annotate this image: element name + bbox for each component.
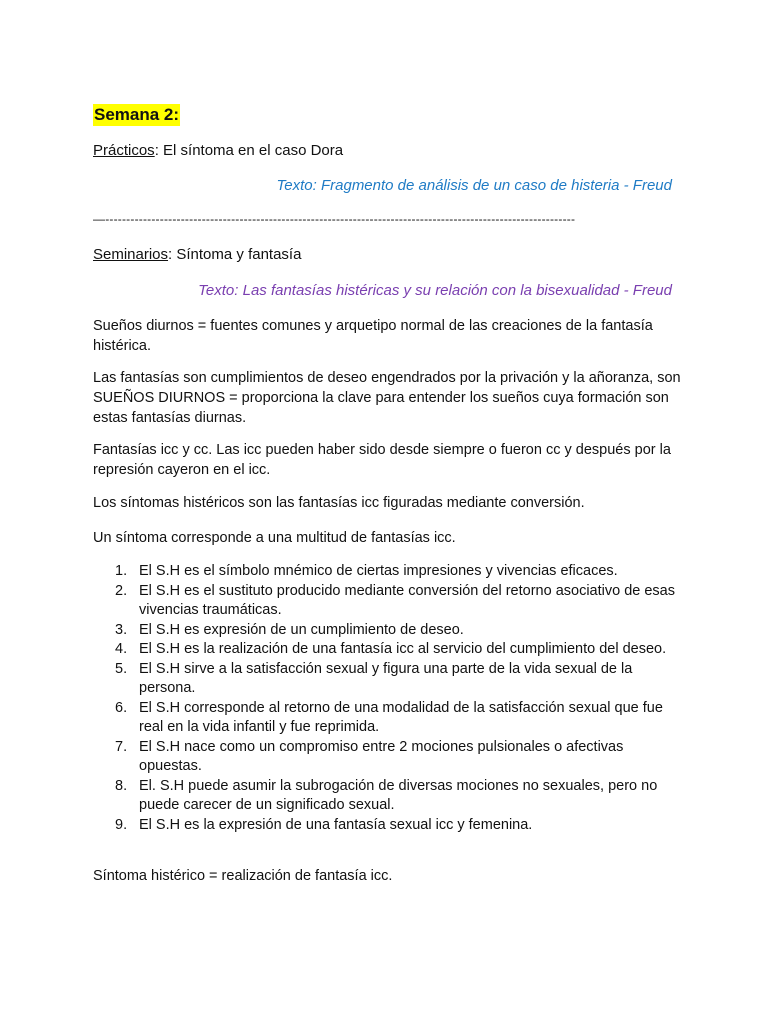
practicos-label: Prácticos [93,142,155,159]
conclusion-paragraph: Síntoma histérico = realización de fantasía icc. [93,868,393,884]
list-text: El. S.H puede asumir la subrogación de diversas mociones no sexuales, pero no puede carecer de un significado sexual. [139,777,658,813]
list-item [93,562,683,582]
list-number: 1. [115,563,128,579]
paragraph-multitude: Un síntoma corresponde a una multitud de fantasías icc. [93,530,456,546]
separator-line: —---------------------------------------------------------------------------------------------------------------- [93,212,576,226]
list-item [93,816,683,836]
list-item [93,777,683,816]
list-item [93,621,683,641]
list-text: El S.H corresponde al retorno de una modalidad de la satisfacción sexual que fue real en la vida infantil y fue reprimida. [139,699,663,735]
list-item [93,660,683,699]
practicos-reference: Texto: Fragmento de análisis de un caso de histeria - Freud [276,177,672,194]
list-number: 6. [115,699,128,716]
paragraph-dreams: Sueños diurnos = fuentes comunes y arquetipo normal de las creaciones de la fantasía histérica. [93,318,653,354]
list-item [93,699,683,738]
paragraph-symptoms: Los síntomas histéricos son las fantasías icc figuradas mediante conversión. [93,495,585,511]
seminarios-label: Seminarios [93,246,169,263]
list-number: 2. [115,582,128,599]
list-text: El S.H es la expresión de una fantasía sexual icc y femenina. [139,816,533,833]
list-text: El S.H nace como un compromiso entre 2 mociones pulsionales o afectivas opuestas. [139,738,624,774]
list-text: El S.H es la realización de una fantasía icc al servicio del cumplimiento del deseo. [139,641,667,657]
list-text: El S.H sirve a la satisfacción sexual y figura una parte de la vida sexual de la persona. [139,660,633,696]
list-item [93,738,683,777]
list-text: El S.H es expresión de un cumplimiento de deseo. [139,621,464,638]
practicos-topic: : El síntoma en el caso Dora [154,142,344,159]
list-item [93,582,683,621]
list-item [93,640,683,660]
list-text: El S.H es el sustituto producido mediante conversión del retorno asociativo de esas vivencias traumáticas. [139,582,675,618]
paragraph-fantasies: Las fantasías son cumplimientos de deseo engendrados por la privación y la añoranza, son SUEÑOS DIURNOS = proporciona la clave para entender los sueños cuya formación son estas fantasías diurnas. [93,370,681,426]
list-number: 4. [115,641,128,657]
list-text: El S.H es el símbolo mnémico de ciertas impresiones y vivencias eficaces. [139,563,618,579]
symptom-list [93,562,683,835]
seminarios-reference: Texto: Las fantasías histéricas y su relación con la bisexualidad - Freud [198,282,672,299]
paragraph-icc-cc: Fantasías icc y cc. Las icc pueden haber sido desde siempre o fueron cc y después por la represión cayeron en el icc. [93,442,671,478]
seminarios-topic: : Síntoma y fantasía [168,246,302,263]
week-heading: Semana 2: [94,105,180,124]
list-number: 8. [115,777,128,794]
list-number: 3. [115,621,128,638]
list-number: 5. [115,660,128,677]
list-number: 9. [115,816,128,833]
list-number: 7. [115,738,128,755]
practicos-line [93,141,343,161]
seminarios-line [93,245,301,265]
